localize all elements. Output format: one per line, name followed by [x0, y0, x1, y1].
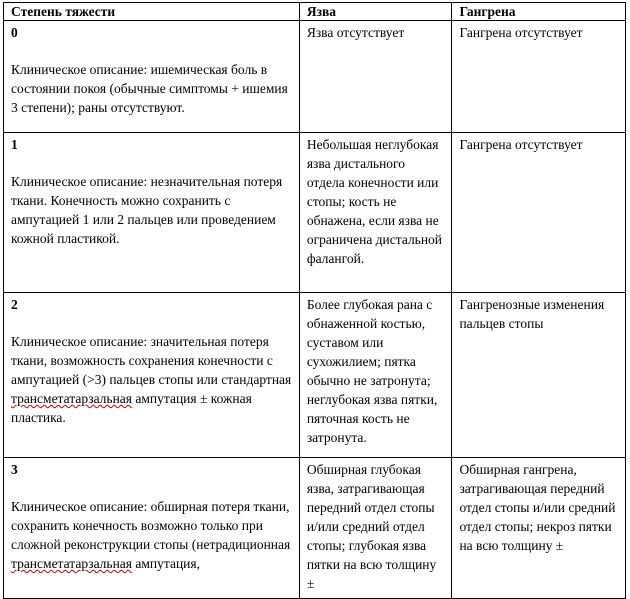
description-text: ампутация ± кожная пластика. — [11, 391, 252, 425]
ulcer-cell — [299, 458, 452, 599]
gangrene-cell — [452, 458, 626, 599]
spellcheck-underlined-word: трансметатарзальная — [11, 391, 132, 406]
gangrene-cell — [452, 293, 626, 458]
ulcer-cell — [299, 133, 452, 293]
description-text: Клиническое описание: обширная потеря ткани, сохранить конечность возможно только при сложной реконструкции стопы (нетрадиционная — [11, 499, 291, 552]
table-row — [4, 21, 626, 133]
grade-number: 0 — [11, 25, 18, 40]
table-header-row — [4, 3, 626, 21]
table-row — [4, 293, 626, 458]
gangrene-text: Гангрена отсутствует — [459, 137, 583, 152]
grade-number: 1 — [11, 137, 18, 152]
header-severity: Степень тяжести — [4, 3, 300, 21]
gangrene-cell — [452, 21, 626, 133]
ulcer-text: Язва отсутствует — [306, 25, 405, 40]
ulcer-text: Небольшая неглубокая язва дистального отдела конечности или стопы; кость не обнажена, если язва не ограничена дистальной фалангой. — [306, 137, 443, 266]
severity-cell — [4, 458, 300, 599]
gangrene-cell — [452, 133, 626, 293]
severity-cell — [4, 133, 300, 293]
clinical-description: Клиническое описание: незначительная потеря ткани. Конечность можно сохранить с ампутацией 1 или 2 пальцев или проведением кожной пластикой. — [11, 174, 283, 246]
gangrene-text: Обширная гангрена, затрагивающая передний отдел стопы и/или средний отдел стопы; некроз пятки на всю толщину ± — [459, 462, 616, 553]
ulcer-text: Обширная глубокая язва, затрагивающая передний отдел стопы и/или средний отдел стопы; глубокая язва пятки на всю толщину ± — [306, 462, 437, 591]
ulcer-cell — [299, 293, 452, 458]
severity-cell — [4, 293, 300, 458]
grade-number: 3 — [11, 462, 18, 477]
ulcer-cell — [299, 21, 452, 133]
header-gangrene: Гангрена — [452, 3, 626, 21]
severity-cell — [4, 21, 300, 133]
gangrene-text: Гангренозные изменения пальцев стопы — [459, 297, 605, 331]
grade-number: 2 — [11, 297, 18, 312]
table-row — [4, 458, 626, 599]
table-row — [4, 133, 626, 293]
description-text: ампутация, — [132, 556, 200, 571]
wifi-classification-table — [3, 2, 626, 599]
gangrene-text: Гангрена отсутствует — [459, 25, 583, 40]
clinical-description — [11, 332, 292, 427]
clinical-description: Клиническое описание: ишемическая боль в состоянии покоя (обычные симптомы + ишемия 3 степени); раны отсутствуют. — [11, 62, 288, 115]
ulcer-text: Более глубокая рана с обнаженной костью, суставом или сухожилием; пятка обычно не затронута; неглубокая язва пятки, пяточная кость не затронута. — [306, 297, 438, 445]
spellcheck-underlined-word: трансметатарзальная — [11, 556, 132, 571]
header-ulcer: Язва — [299, 3, 452, 21]
clinical-description — [11, 497, 292, 573]
description-text: Клиническое описание: значительная потеря ткани, возможность сохранения конечности с ампутацией (>3) пальцев стопы или стандартная — [11, 334, 292, 387]
